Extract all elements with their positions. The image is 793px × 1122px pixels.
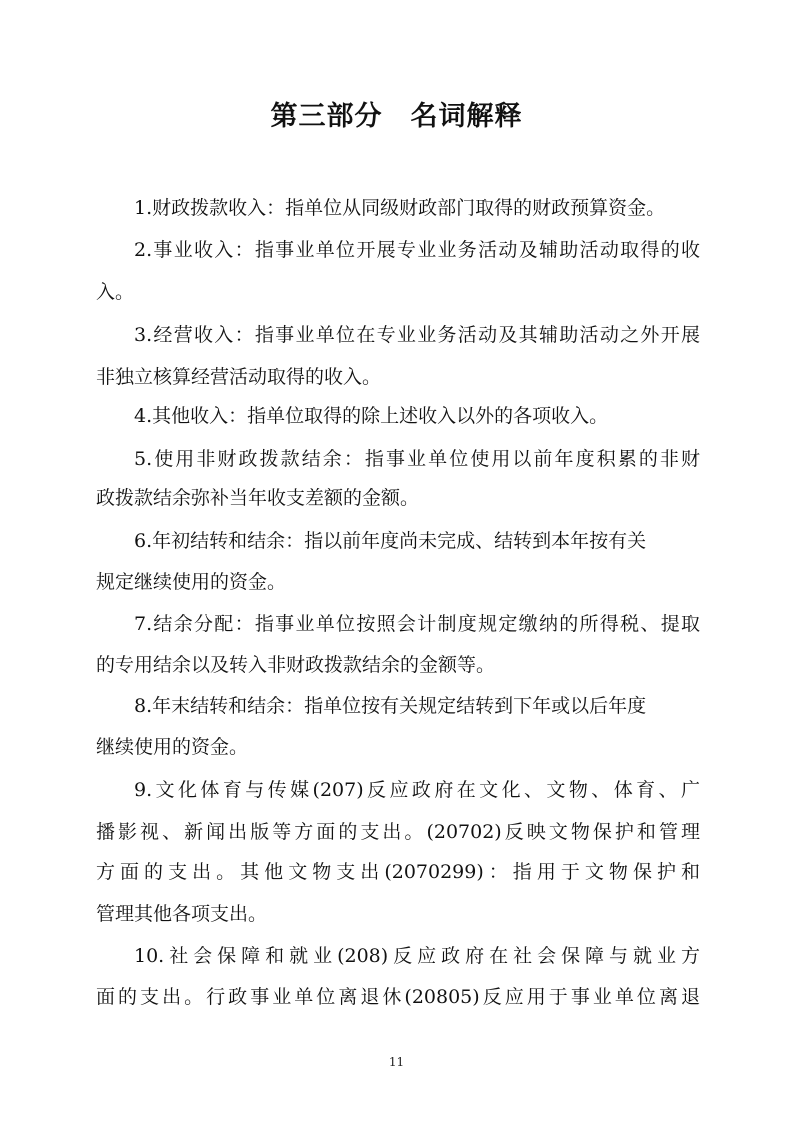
- paragraph-3-line-2: 非独立核算经营活动取得的收入。: [96, 366, 382, 388]
- paragraph-1-line-1: 1.财政拨款收入：指单位从同级财政部门取得的财政预算资金。: [134, 197, 666, 219]
- paragraph-10-line-2: 面的支出。行政事业单位离退休(20805)反应用于事业单位离退: [96, 986, 700, 1008]
- paragraph-8-line-1: 8.年末结转和结余：指单位按有关规定结转到下年或以后年度: [134, 695, 647, 717]
- paragraph-6-line-1: 6.年初结转和结余：指以前年度尚未完成、结转到本年按有关: [134, 530, 647, 552]
- paragraph-3-line-1: 3.经营收入：指事业单位在专业业务活动及其辅助活动之外开展: [134, 324, 700, 346]
- paragraph-9-line-1: 9.文化体育与传媒(207)反应政府在文化、文物、体育、广: [134, 779, 700, 801]
- paragraph-7-line-2: 的专用结余以及转入非财政拨款结余的金额等。: [96, 654, 496, 676]
- paragraph-6-line-2: 规定继续使用的资金。: [96, 571, 287, 593]
- paragraph-9-line-4: 管理其他各项支出。: [96, 903, 268, 925]
- paragraph-5-line-1: 5.使用非财政拨款结余：指事业单位使用以前年度积累的非财: [134, 448, 700, 470]
- paragraph-8-line-2: 继续使用的资金。: [96, 736, 249, 758]
- page-number: 11: [388, 1055, 405, 1069]
- paragraph-9-line-3: 方面的支出。其他文物支出(2070299)：指用于文物保护和: [96, 861, 700, 883]
- paragraph-4-line-1: 4.其他收入：指单位取得的除上述收入以外的各项收入。: [134, 405, 609, 427]
- paragraph-5-line-2: 政拨款结余弥补当年收支差额的金额。: [96, 487, 420, 509]
- paragraph-2-line-1: 2.事业收入：指事业单位开展专业业务活动及辅助活动取得的收: [134, 239, 700, 261]
- paragraph-7-line-1: 7.结余分配：指事业单位按照会计制度规定缴纳的所得税、提取: [134, 613, 700, 635]
- paragraph-9-line-2: 播影视、新闻出版等方面的支出。(20702)反映文物保护和管理: [96, 821, 700, 843]
- paragraph-10-line-1: 10.社会保障和就业(208)反应政府在社会保障与就业方: [134, 945, 700, 967]
- paragraph-2-line-2: 入。: [96, 281, 135, 303]
- page-title: 第三部分 名词解释: [270, 101, 523, 132]
